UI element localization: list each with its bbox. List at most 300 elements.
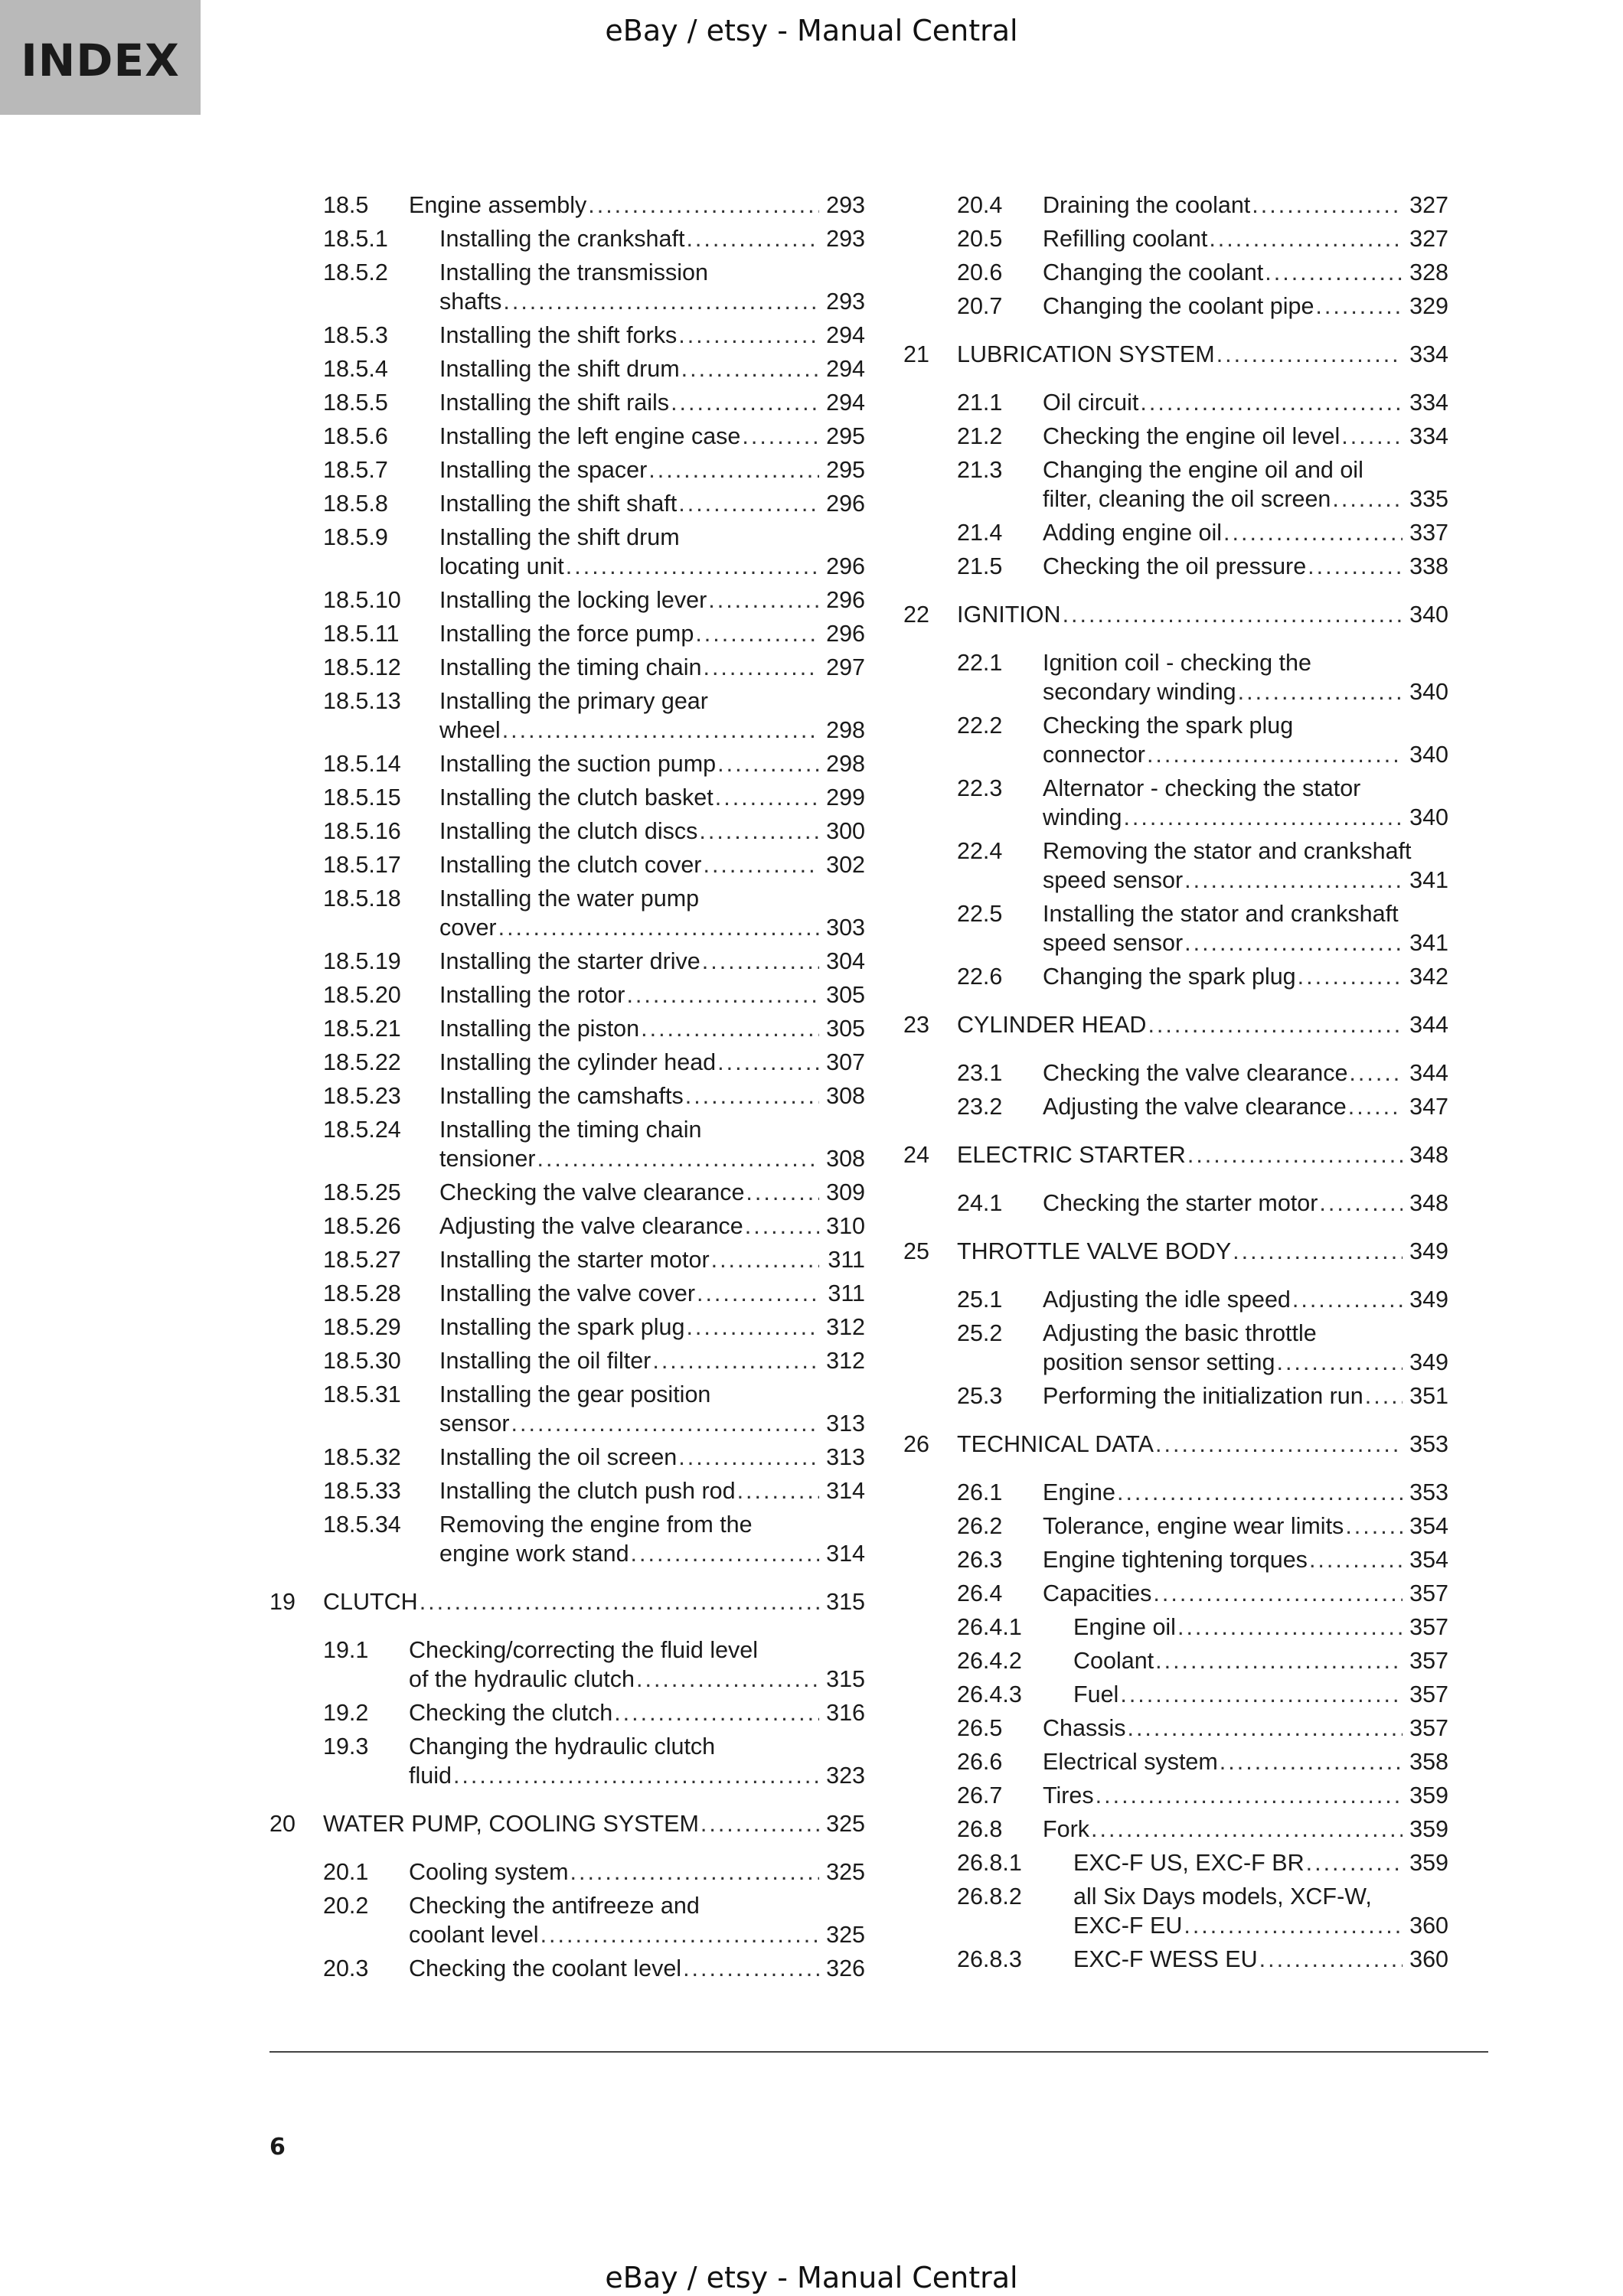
dot-leader [652,1344,819,1378]
toc-entry-page: 326 [826,1955,865,1981]
toc-entry-title: Adjusting the idle speed [1043,1287,1291,1313]
toc-entry-page: 310 [826,1213,865,1239]
toc-entry-page: 305 [826,1016,865,1042]
toc-entry[interactable] [903,1644,1448,1678]
toc-entry[interactable] [269,520,865,583]
toc-entry-title: Installing the locking lever [439,587,707,613]
toc-entry-number: 20.7 [957,293,1003,319]
toc-entry[interactable] [269,651,865,684]
toc-entry-page: 334 [1409,390,1448,416]
dot-leader [1184,926,1403,960]
footer-divider [269,2051,1488,2053]
toc-entry-page: 327 [1409,226,1448,252]
toc-entry-title: all Six Days models, XCF-W, [1073,1883,1372,1910]
toc-entry-number: 20.5 [957,226,1003,252]
dot-leader [678,318,819,352]
toc-entry[interactable] [903,1610,1448,1644]
toc-entry-page: 296 [826,587,865,613]
dot-leader [678,1440,819,1474]
toc-entry-title: Installing the shift forks [439,322,678,348]
toc-entry-page: 299 [826,784,865,810]
toc-entry[interactable] [269,1378,865,1440]
toc-entry-number: 18.5.14 [323,751,401,777]
toc-entry-number: 26.4.3 [957,1681,1022,1707]
toc-entry-page: 325 [826,1811,865,1837]
dot-leader [420,1585,819,1619]
toc-entry-number: 18.5 [323,192,369,218]
toc-entry-title: Removing the stator and crankshaft [1043,838,1412,864]
toc-entry[interactable] [903,1678,1448,1711]
toc-entry-page: 314 [826,1478,865,1504]
toc-entry[interactable] [903,386,1448,419]
toc-entry-page: 348 [1409,1190,1448,1216]
dot-leader [1308,550,1403,583]
toc-entry[interactable] [269,1730,865,1792]
toc-entry-number: 18.5.19 [323,948,401,974]
toc-entry-number: 21.3 [957,457,1003,483]
toc-entry-number: 18.5.25 [323,1179,401,1205]
dot-leader [700,1807,819,1841]
toc-entry-title: Changing the spark plug [1043,964,1296,990]
toc-entry-title: Adjusting the basic throttle [1043,1320,1317,1346]
toc-entry-title: WATER PUMP, COOLING SYSTEM [323,1811,699,1837]
toc-entry-title: Electrical system [1043,1749,1218,1775]
dot-leader [737,1474,819,1508]
toc-entry-number: 26.8.2 [957,1883,1022,1910]
toc-entry[interactable] [903,453,1448,516]
toc-entry[interactable] [269,1079,865,1113]
toc-entry-number: 18.5.3 [323,322,388,348]
toc-entry[interactable] [903,1476,1448,1509]
toc-entry-page: 338 [1409,553,1448,579]
toc-entry-number: 18.5.28 [323,1280,401,1306]
dot-leader [1345,1509,1403,1543]
page-number: 6 [269,2134,286,2161]
dot-leader [1063,598,1403,631]
toc-entry[interactable] [903,256,1448,289]
toc-entry[interactable] [269,1696,865,1730]
toc-entry[interactable] [903,1880,1448,1942]
dot-leader [1298,960,1403,993]
toc-entry-title: Ignition coil - checking the [1043,650,1311,676]
toc-entry-title: Installing the shift shaft [439,491,678,517]
toc-entry[interactable] [903,1846,1448,1880]
toc-entry-title: Installing the timing chain [439,1117,702,1143]
toc-entry-title: Installing the camshafts [439,1083,684,1109]
toc-entry[interactable] [269,944,865,978]
toc-entry-title: CLUTCH [323,1589,418,1615]
toc-entry-number: 20.1 [323,1859,369,1885]
toc-entry[interactable] [269,1855,865,1889]
toc-entry[interactable] [903,516,1448,550]
dot-leader [1259,1942,1403,1976]
dot-leader [614,1696,819,1730]
toc-entry[interactable] [903,550,1448,583]
toc-entry-number: 26.8.3 [957,1946,1022,1972]
toc-entry-page: 313 [826,1444,865,1470]
dot-leader [711,1243,819,1277]
toc-entry[interactable] [903,289,1448,323]
toc-entry-page: 298 [826,751,865,777]
dot-leader [1220,1745,1403,1779]
toc-entry-number: 20.3 [323,1955,369,1981]
toc-entry-title: Checking/correcting the fluid level [409,1637,759,1663]
toc-entry[interactable] [903,1577,1448,1610]
toc-entry-page: 297 [826,654,865,680]
toc-entry[interactable] [903,1056,1448,1090]
toc-entry-page: 293 [826,226,865,252]
toc-entry[interactable] [903,771,1448,834]
toc-entry[interactable] [903,1283,1448,1316]
toc-entry-number: 21.4 [957,520,1003,546]
toc-entry-title: Installing the starter motor [439,1247,710,1273]
toc-entry[interactable] [269,1952,865,1985]
toc-entry[interactable] [269,781,865,814]
toc-entry[interactable] [269,1176,865,1209]
toc-entry-title: Tires [1043,1782,1094,1808]
toc-entry-page: 294 [826,390,865,416]
toc-entry[interactable] [903,1812,1448,1846]
toc-entry[interactable] [269,1508,865,1570]
toc-section-entry[interactable] [903,1138,1448,1172]
toc-entry-number: 26.4 [957,1580,1003,1606]
toc-entry-title: Fuel [1073,1681,1119,1707]
toc-entry-number: 26.8 [957,1816,1003,1842]
toc-entry[interactable] [269,848,865,882]
toc-entry-title: Performing the initialization run [1043,1383,1363,1409]
toc-entry-page: 296 [826,553,865,579]
toc-entry[interactable] [269,978,865,1012]
toc-entry[interactable] [269,1474,865,1508]
toc-entry-page: 327 [1409,192,1448,218]
dot-leader [1177,1610,1403,1644]
dot-leader [537,1142,819,1176]
toc-entry-number: 20.2 [323,1893,369,1919]
toc-entry[interactable] [903,1379,1448,1413]
toc-entry-title: Installing the oil screen [439,1444,678,1470]
toc-entry[interactable] [269,617,865,651]
toc-entry-title: Changing the coolant [1043,259,1264,285]
toc-entry-number: 26.3 [957,1547,1003,1573]
toc-entry[interactable] [269,419,865,453]
toc-entry[interactable] [269,1344,865,1378]
dot-leader [1306,1846,1403,1880]
toc-section-entry[interactable] [903,1008,1448,1042]
toc-entry[interactable] [903,222,1448,256]
toc-entry-title-continued: shafts [439,289,502,315]
dot-leader [1147,738,1403,771]
toc-entry[interactable] [903,1711,1448,1745]
toc-entry-number: 23.2 [957,1094,1003,1120]
toc-entry-page: 337 [1409,520,1448,546]
toc-entry-number: 24.1 [957,1190,1003,1216]
dot-leader [453,1759,819,1792]
toc-entry-page: 308 [826,1146,865,1172]
toc-entry-number: 25.2 [957,1320,1003,1346]
dot-leader [648,453,819,487]
toc-entry-number: 24 [903,1142,929,1168]
dot-leader [1309,1543,1403,1577]
toc-entry-title: Installing the spark plug [439,1314,685,1340]
toc-entry-page: 334 [1409,423,1448,449]
toc-entry-title: Fork [1043,1816,1089,1842]
toc-entry-page: 351 [1409,1383,1448,1409]
toc-entry-page: 340 [1409,602,1448,628]
dot-leader [703,848,819,882]
toc-entry[interactable] [903,1745,1448,1779]
toc-entry-number: 23 [903,1012,929,1038]
toc-entry-page: 329 [1409,293,1448,319]
toc-entry-page: 358 [1409,1749,1448,1775]
toc-entry-page: 340 [1409,804,1448,830]
toc-entry-page: 344 [1409,1012,1448,1038]
toc-entry[interactable] [903,897,1448,960]
toc-entry[interactable] [903,1942,1448,1976]
toc-entry[interactable] [269,814,865,848]
toc-entry-number: 20.4 [957,192,1003,218]
toc-entry-page: 357 [1409,1681,1448,1707]
toc-entry-page: 354 [1409,1547,1448,1573]
toc-entry-number: 18.5.8 [323,491,388,517]
toc-entry-page: 335 [1409,486,1448,512]
dot-leader [681,352,819,386]
dot-leader [1238,675,1403,709]
toc-entry-page: 296 [826,621,865,647]
toc-entry[interactable] [269,1310,865,1344]
toc-entry[interactable] [269,684,865,747]
toc-entry-number: 18.5.34 [323,1512,401,1538]
toc-entry-number: 26.2 [957,1513,1003,1539]
watermark-bottom: eBay / etsy - Manual Central [605,2261,1018,2294]
toc-entry-page: 354 [1409,1513,1448,1539]
toc-entry[interactable] [269,1045,865,1079]
toc-entry[interactable] [269,1277,865,1310]
toc-entry-number: 18.5.5 [323,390,388,416]
dot-leader [1184,863,1403,897]
toc-section-entry[interactable] [903,1234,1448,1268]
toc-entry-title: ELECTRIC STARTER [957,1142,1186,1168]
toc-entry-page: 293 [826,289,865,315]
toc-entry-number: 22.1 [957,650,1003,676]
toc-entry-page: 353 [1409,1431,1448,1457]
toc-entry-title: Installing the left engine case [439,423,741,449]
toc-entry[interactable] [269,222,865,256]
toc-entry-page: 308 [826,1083,865,1109]
toc-entry[interactable] [269,583,865,617]
toc-entry[interactable] [903,1779,1448,1812]
toc-entry-number: 19 [269,1589,296,1615]
toc-section-entry[interactable] [903,338,1448,371]
toc-entry[interactable] [903,1316,1448,1379]
dot-leader [678,487,819,520]
dot-leader [685,1079,819,1113]
toc-entry-page: 315 [826,1666,865,1692]
toc-section-entry[interactable] [903,1427,1448,1461]
toc-entry-title: Installing the primary gear [439,688,708,714]
toc-entry-title-continued: engine work stand [439,1541,629,1567]
toc-entry-page: 314 [826,1541,865,1567]
toc-entry-page: 315 [826,1589,865,1615]
toc-entry-number: 26.4.1 [957,1614,1022,1640]
toc-entry[interactable] [903,188,1448,222]
dot-leader [540,1918,819,1952]
toc-entry-title: IGNITION [957,602,1061,628]
toc-entry-number: 18.5.24 [323,1117,401,1143]
toc-entry[interactable] [903,1090,1448,1124]
toc-entry-number: 18.5.31 [323,1381,401,1407]
toc-entry[interactable] [903,1543,1448,1577]
toc-entry-title: Installing the timing chain [439,654,702,680]
toc-entry-title: Tolerance, engine wear limits [1043,1513,1344,1539]
toc-entry[interactable] [269,1209,865,1243]
toc-entry-title: Checking the spark plug [1043,713,1294,739]
toc-entry-title: Installing the clutch basket [439,784,714,810]
dot-leader [686,222,819,256]
toc-entry-title: Installing the spacer [439,457,648,483]
dot-leader [1155,1644,1403,1678]
toc-section-entry[interactable] [269,1807,865,1841]
dot-leader [1252,188,1403,222]
toc-entry[interactable] [269,318,865,352]
toc-entry-title: Checking the clutch [409,1700,613,1726]
toc-entry[interactable] [903,709,1448,771]
dot-leader [631,1537,819,1570]
dot-leader [1292,1283,1403,1316]
toc-entry-title: Installing the stator and crankshaft [1043,901,1399,927]
toc-entry-title: Installing the shift drum [439,356,680,382]
toc-entry[interactable] [903,419,1448,453]
dot-leader [699,814,819,848]
toc-entry-title-continued: winding [1043,804,1122,830]
toc-entry-number: 18.5.26 [323,1213,401,1239]
toc-entry-number: 25.3 [957,1383,1003,1409]
toc-entry[interactable] [269,386,865,419]
toc-entry-title: Checking the oil pressure [1043,553,1307,579]
toc-entry-number: 21.1 [957,390,1003,416]
toc-entry[interactable] [269,256,865,318]
toc-entry-title: THROTTLE VALVE BODY [957,1238,1232,1264]
toc-entry-title-continued: EXC-F EU [1073,1913,1183,1939]
toc-entry-number: 18.5.2 [323,259,388,285]
toc-entry-number: 18.5.16 [323,818,401,844]
toc-entry[interactable] [903,646,1448,709]
toc-entry-number: 18.5.1 [323,226,388,252]
toc-entry-title: Changing the engine oil and oil [1043,457,1363,483]
toc-entry-number: 19.1 [323,1637,369,1663]
toc-entry-title: Installing the gear position [439,1381,711,1407]
toc-entry-title: EXC-F US, EXC-F BR [1073,1850,1305,1876]
toc-entry-title: Engine assembly [409,192,587,218]
toc-entry-title-continued: sensor [439,1411,510,1437]
toc-entry-page: 353 [1409,1479,1448,1505]
index-tab: INDEX [0,0,201,115]
toc-entry-page: 295 [826,423,865,449]
toc-entry-page: 341 [1409,930,1448,956]
toc-entry-title: TECHNICAL DATA [957,1431,1154,1457]
toc-entry[interactable] [269,1243,865,1277]
dot-leader [588,188,819,222]
dot-leader [1184,1909,1403,1942]
toc-entry[interactable] [269,882,865,944]
dot-leader [702,944,819,978]
toc-entry[interactable] [269,352,865,386]
toc-entry-title-continued: wheel [439,717,501,743]
toc-entry-title: Installing the clutch cover [439,852,702,878]
toc-entry-page: 304 [826,948,865,974]
toc-entry-page: 305 [826,982,865,1008]
toc-entry-title: Installing the oil filter [439,1348,651,1374]
toc-entry-title-continued: coolant level [409,1922,539,1948]
toc-entry-number: 22.5 [957,901,1003,927]
toc-entry-number: 19.3 [323,1733,369,1760]
dot-leader [498,911,819,944]
toc-entry[interactable] [269,747,865,781]
toc-entry[interactable] [269,188,865,222]
toc-entry[interactable] [269,487,865,520]
toc-entry-title: Cooling system [409,1859,569,1885]
dot-leader [1216,338,1403,371]
toc-entry-title: Refilling coolant [1043,226,1208,252]
toc-entry[interactable] [903,834,1448,897]
toc-entry-page: 311 [828,1247,865,1273]
toc-entry-number: 22.4 [957,838,1003,864]
toc-entry-title-continued: cover [439,915,497,941]
toc-entry-title: Installing the suction pump [439,751,717,777]
toc-entry-number: 26.1 [957,1479,1003,1505]
toc-entry-page: 334 [1409,341,1448,367]
toc-entry-title: Installing the water pump [439,885,700,912]
toc-entry-title-continued: fluid [409,1763,452,1789]
toc-entry-title: Installing the valve cover [439,1280,695,1306]
dot-leader [708,583,819,617]
toc-entry-title: Chassis [1043,1715,1126,1741]
toc-entry[interactable] [269,1440,865,1474]
toc-entry-number: 18.5.33 [323,1478,401,1504]
toc-entry[interactable] [269,1113,865,1176]
toc-section-entry[interactable] [269,1585,865,1619]
dot-leader [503,285,819,318]
dot-leader [1332,482,1403,516]
toc-entry-number: 22.2 [957,713,1003,739]
toc-entry-page: 298 [826,717,865,743]
toc-entry-title: Draining the coolant [1043,192,1251,218]
toc-entry[interactable] [903,1186,1448,1220]
dot-leader [1148,1008,1403,1042]
toc-entry[interactable] [269,453,865,487]
toc-entry-page: 300 [826,818,865,844]
toc-entry[interactable] [269,1889,865,1952]
dot-leader [1096,1779,1403,1812]
toc-entry-title: Installing the starter drive [439,948,700,974]
toc-entry-page: 302 [826,852,865,878]
toc-entry-title: Checking the starter motor [1043,1190,1318,1216]
toc-entry-title: Alternator - checking the stator [1043,775,1361,801]
toc-entry-title: Installing the clutch discs [439,818,698,844]
toc-entry-title: Installing the cylinder head [439,1049,717,1075]
toc-entry[interactable] [269,1633,865,1696]
toc-entry-title: Installing the transmission [439,259,708,285]
toc-entry[interactable] [903,1509,1448,1543]
toc-section-entry[interactable] [903,598,1448,631]
toc-entry[interactable] [903,960,1448,993]
toc-entry-number: 22 [903,602,929,628]
toc-entry-number: 18.5.15 [323,784,401,810]
dot-leader [502,713,819,747]
toc-entry[interactable] [269,1012,865,1045]
toc-entry-page: 323 [826,1763,865,1789]
toc-entry-page: 313 [826,1411,865,1437]
toc-entry-title: Checking the coolant level [409,1955,682,1981]
